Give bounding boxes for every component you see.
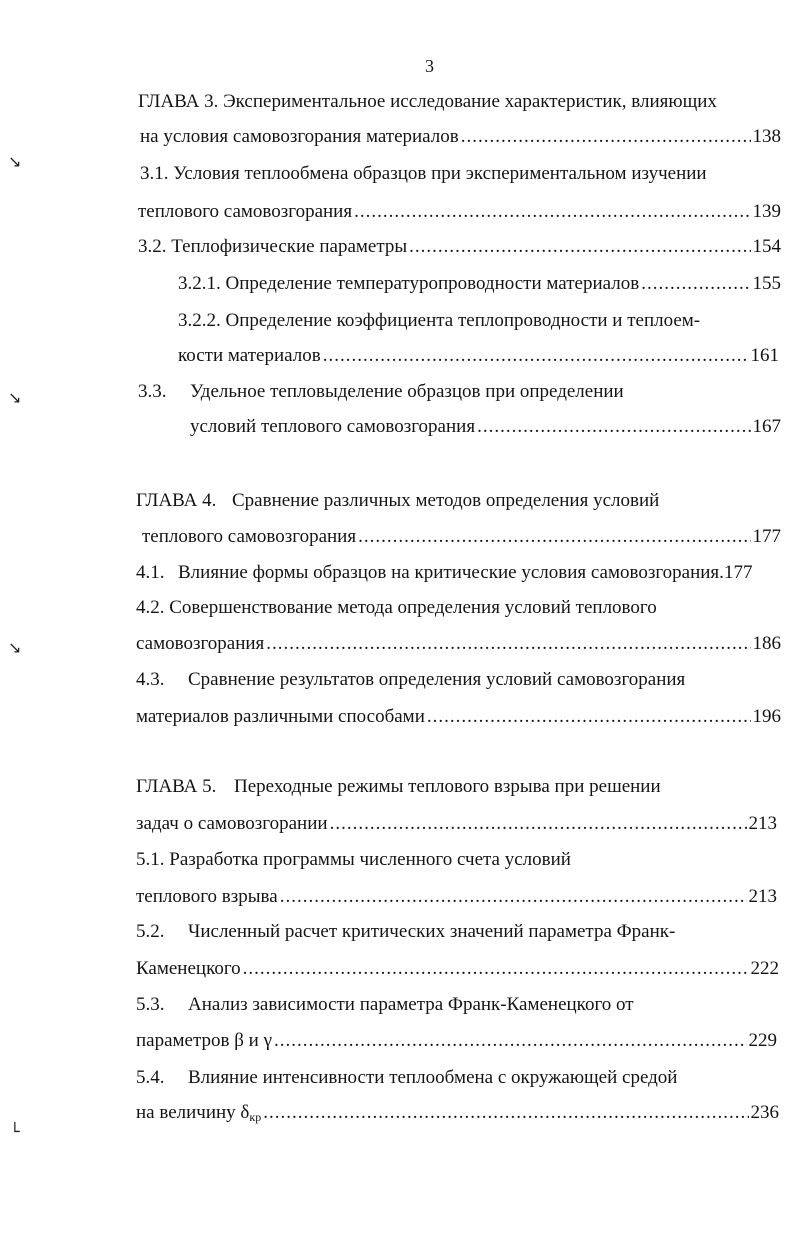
toc-page-number: 196 [752, 706, 781, 727]
leader-dots [243, 955, 749, 983]
toc-page-number: 161 [750, 345, 779, 366]
toc-chapter-4-entry[interactable] [142, 523, 781, 551]
toc-section-5-4-entry[interactable] [136, 1099, 779, 1127]
leader-dots [280, 883, 747, 911]
toc-section-5-2-title [136, 918, 675, 946]
toc-page-number: 186 [752, 633, 781, 654]
toc-entry-text: Переходные режимы теплового взрыва при решении [234, 776, 661, 797]
page-number: 3 [425, 56, 434, 76]
leader-dots [427, 703, 751, 731]
leader-dots [354, 198, 750, 226]
toc-entry-text: Влияние интенсивности теплообмена с окружающей средой [188, 1067, 678, 1088]
toc-chapter-5-title [136, 773, 661, 801]
leader-dots [641, 270, 750, 298]
toc-section-number: 4.3. [136, 669, 165, 690]
toc-entry-text: задач о самовозгорании [136, 813, 328, 834]
toc-page-number: 138 [752, 126, 781, 147]
leader-dots [266, 630, 750, 658]
toc-section-number: 5.2. [136, 921, 165, 942]
toc-section-number: 4.1. [136, 562, 165, 583]
leader-dots [274, 1027, 747, 1055]
toc-page-number: 139 [752, 201, 781, 222]
toc-section-3-1-title: 3.1. Условия теплообмена образцов при экспериментальном изучении [140, 163, 707, 184]
leader-dots [477, 413, 750, 441]
toc-page-number: 167 [752, 416, 781, 437]
toc-page-number: 213 [748, 813, 777, 834]
toc-section-number: 3.3. [138, 381, 167, 402]
toc-chapter-number: ГЛАВА 4. [136, 490, 217, 511]
toc-chapter-3-entry[interactable] [140, 123, 781, 151]
toc-section-5-1-title: 5.1. Разработка программы численного счета условий [136, 849, 571, 870]
toc-section-4-2-title: 4.2. Совершенствование метода определения условий теплового [136, 597, 657, 618]
leader-dots [409, 233, 750, 261]
subscript-kr: кр [249, 1110, 262, 1124]
toc-entry-text: теплового взрыва [136, 886, 278, 907]
toc-section-number: 5.3. [136, 994, 165, 1015]
toc-section-3-2-2-entry[interactable] [178, 342, 779, 370]
toc-section-5-1-entry[interactable] [136, 883, 777, 911]
toc-chapter-number: ГЛАВА 5. [136, 776, 217, 797]
toc-section-3-2-entry[interactable] [138, 233, 781, 261]
leader-dots [330, 810, 747, 838]
toc-chapter-3-title: ГЛАВА 3. Экспериментальное исследование характеристик, влияющих [138, 91, 717, 112]
toc-page-number: 229 [748, 1030, 777, 1051]
toc-section-4-2-entry[interactable] [136, 630, 781, 658]
toc-section-3-1-entry[interactable] [138, 198, 781, 226]
toc-section-5-4-title [136, 1064, 677, 1092]
toc-section-number: 5.4. [136, 1067, 165, 1088]
toc-entry-text: кости материалов [178, 345, 321, 366]
toc-entry-text: условий теплового самовозгорания [190, 416, 476, 437]
toc-section-5-3-entry[interactable] [136, 1027, 777, 1055]
toc-entry-text-main: на величину δ [136, 1102, 250, 1123]
toc-entry-text: теплового самовозгорания [138, 201, 353, 222]
toc-page-number: 177 [723, 562, 753, 583]
toc-entry-text: Сравнение результатов определения условий самовозгорания [188, 669, 686, 690]
toc-entry-text: Численный расчет критических значений параметра Франк- [188, 921, 676, 942]
toc-entry-text: Удельное тепловыделение образцов при определении [190, 381, 624, 402]
toc-section-5-2-entry[interactable] [136, 955, 779, 983]
toc-page-number: 213 [748, 886, 777, 907]
toc-section-4-1-entry[interactable] [136, 559, 752, 587]
toc-chapter-4-title [136, 487, 659, 515]
toc-section-3-2-2-title: 3.2.2. Определение коэффициента теплопроводности и теплоем- [178, 310, 701, 331]
toc-entry-text: Сравнение различных методов определения условий [232, 490, 660, 511]
toc-page-number: 222 [750, 958, 779, 979]
toc-entry-text: самовозгорания [136, 633, 265, 654]
scan-mark: ↘ [8, 638, 22, 657]
scan-mark: ↘ [8, 388, 22, 407]
toc-section-3-3-title [138, 378, 624, 406]
toc-chapter-5-entry[interactable] [136, 810, 777, 838]
scan-mark: └ [10, 1122, 20, 1141]
scan-mark: ↘ [8, 152, 22, 171]
toc-page-number: 155 [752, 273, 781, 294]
toc-page-number: 154 [752, 236, 781, 257]
toc-page-number: 236 [750, 1102, 779, 1123]
toc-entry-text: материалов различными способами [136, 706, 425, 727]
toc-section-4-3-title [136, 666, 685, 694]
toc-entry-text: Влияние формы образцов на критические условия самовозгорания. [178, 562, 724, 583]
toc-section-3-2-1-entry[interactable] [178, 270, 781, 298]
toc-entry-text: 3.2. Теплофизические параметры [138, 236, 408, 257]
toc-entry-text [136, 1099, 261, 1131]
toc-entry-text: Каменецкого [136, 958, 241, 979]
leader-dots [461, 123, 751, 151]
toc-section-3-3-entry[interactable] [190, 413, 781, 441]
toc-section-4-3-entry[interactable] [136, 703, 781, 731]
leader-dots [358, 523, 750, 551]
toc-entry-text: параметров β и γ [136, 1030, 272, 1051]
toc-entry-text: теплового самовозгорания [142, 526, 357, 547]
toc-page-number: 177 [752, 526, 781, 547]
leader-dots [323, 342, 749, 370]
toc-entry-text: 3.2.1. Определение температуропроводности материалов [178, 273, 640, 294]
toc-section-5-3-title [136, 991, 634, 1019]
toc-entry-text: Анализ зависимости параметра Франк-Каменецкого от [188, 994, 634, 1015]
leader-dots [263, 1099, 748, 1127]
toc-entry-text: на условия самовозгорания материалов [140, 126, 459, 147]
